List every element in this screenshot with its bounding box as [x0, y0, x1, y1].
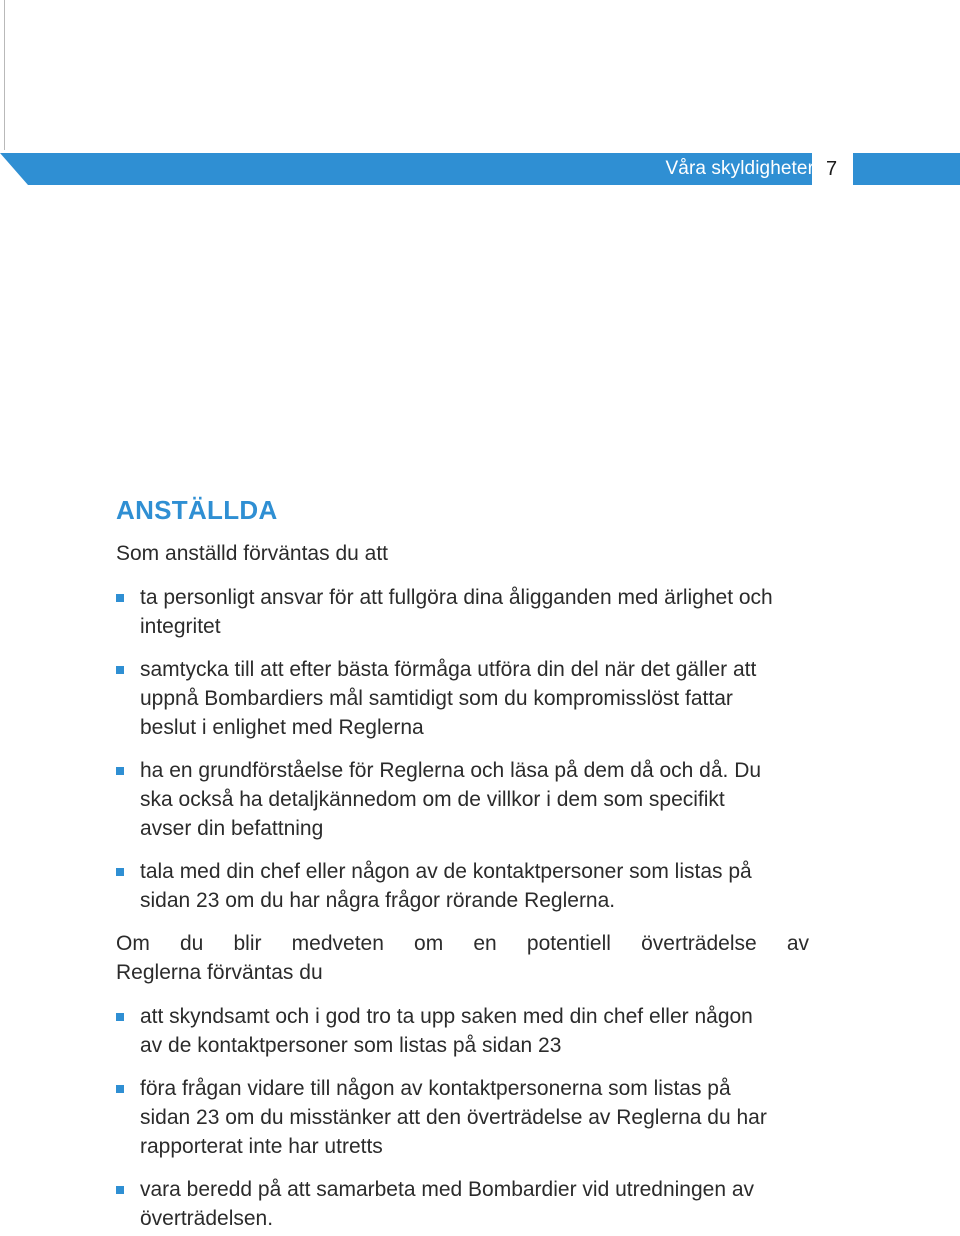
list-item	[116, 1175, 816, 1233]
violation-paragraph-line: Reglerna förväntas du	[116, 961, 323, 984]
list-item-text: samtycka till att efter bästa förmåga utföra din del när det gäller att uppnå Bombardiers mål samtidigt som du kompromisslöst fattar beslut i enlighet med Reglerna	[140, 658, 757, 739]
bullet-square-icon	[116, 767, 124, 775]
bullet-square-icon	[116, 666, 124, 674]
bullet-square-icon	[116, 868, 124, 876]
violation-paragraph-line: Om du blir medveten om en potentiell överträdelse av	[116, 932, 809, 955]
bullet-square-icon	[116, 594, 124, 602]
list-item-text: ha en grundförståelse för Reglerna och läsa på dem då och då. Du ska också ha detaljkännedom om de villkor i dem som specifikt avser din befattning	[140, 759, 762, 840]
duties-list	[116, 583, 816, 915]
intro-paragraph: Som anställd förväntas du att	[116, 542, 388, 565]
list-item	[116, 857, 816, 915]
list-item-text: tala med din chef eller någon av de kontaktpersoner som listas på sidan 23 om du har några frågor rörande Reglerna.	[140, 860, 752, 912]
violation-steps-list	[116, 1002, 816, 1233]
list-item-text: att skyndsamt och i god tro ta upp saken med din chef eller någon av de kontaktpersoner som listas på sidan 23	[140, 1005, 753, 1057]
list-item	[116, 583, 816, 641]
list-item	[116, 756, 816, 843]
section-name: Våra skyldigheter	[665, 158, 814, 179]
page-number: 7	[826, 158, 838, 180]
list-item	[116, 1074, 816, 1161]
header-band-shape	[0, 153, 960, 185]
list-item-text: ta personligt ansvar för att fullgöra dina åligganden med ärlighet och integritet	[140, 586, 773, 638]
list-item	[116, 655, 816, 742]
list-item-text: vara beredd på att samarbeta med Bombardier vid utredningen av överträdelsen.	[140, 1178, 755, 1230]
main-content	[116, 493, 816, 1233]
running-header	[0, 153, 960, 185]
bullet-square-icon	[116, 1085, 124, 1093]
violation-paragraph	[116, 929, 809, 987]
list-item-text: föra frågan vidare till någon av kontaktpersonerna som listas på sidan 23 om du misstänker att den överträdelse av Reglerna du har rapporterat inte har utretts	[140, 1077, 767, 1158]
list-item	[116, 1002, 816, 1060]
bullet-square-icon	[116, 1013, 124, 1021]
page-edge	[0, 0, 5, 150]
bullet-square-icon	[116, 1186, 124, 1194]
section-heading: ANSTÄLLDA	[116, 495, 278, 525]
